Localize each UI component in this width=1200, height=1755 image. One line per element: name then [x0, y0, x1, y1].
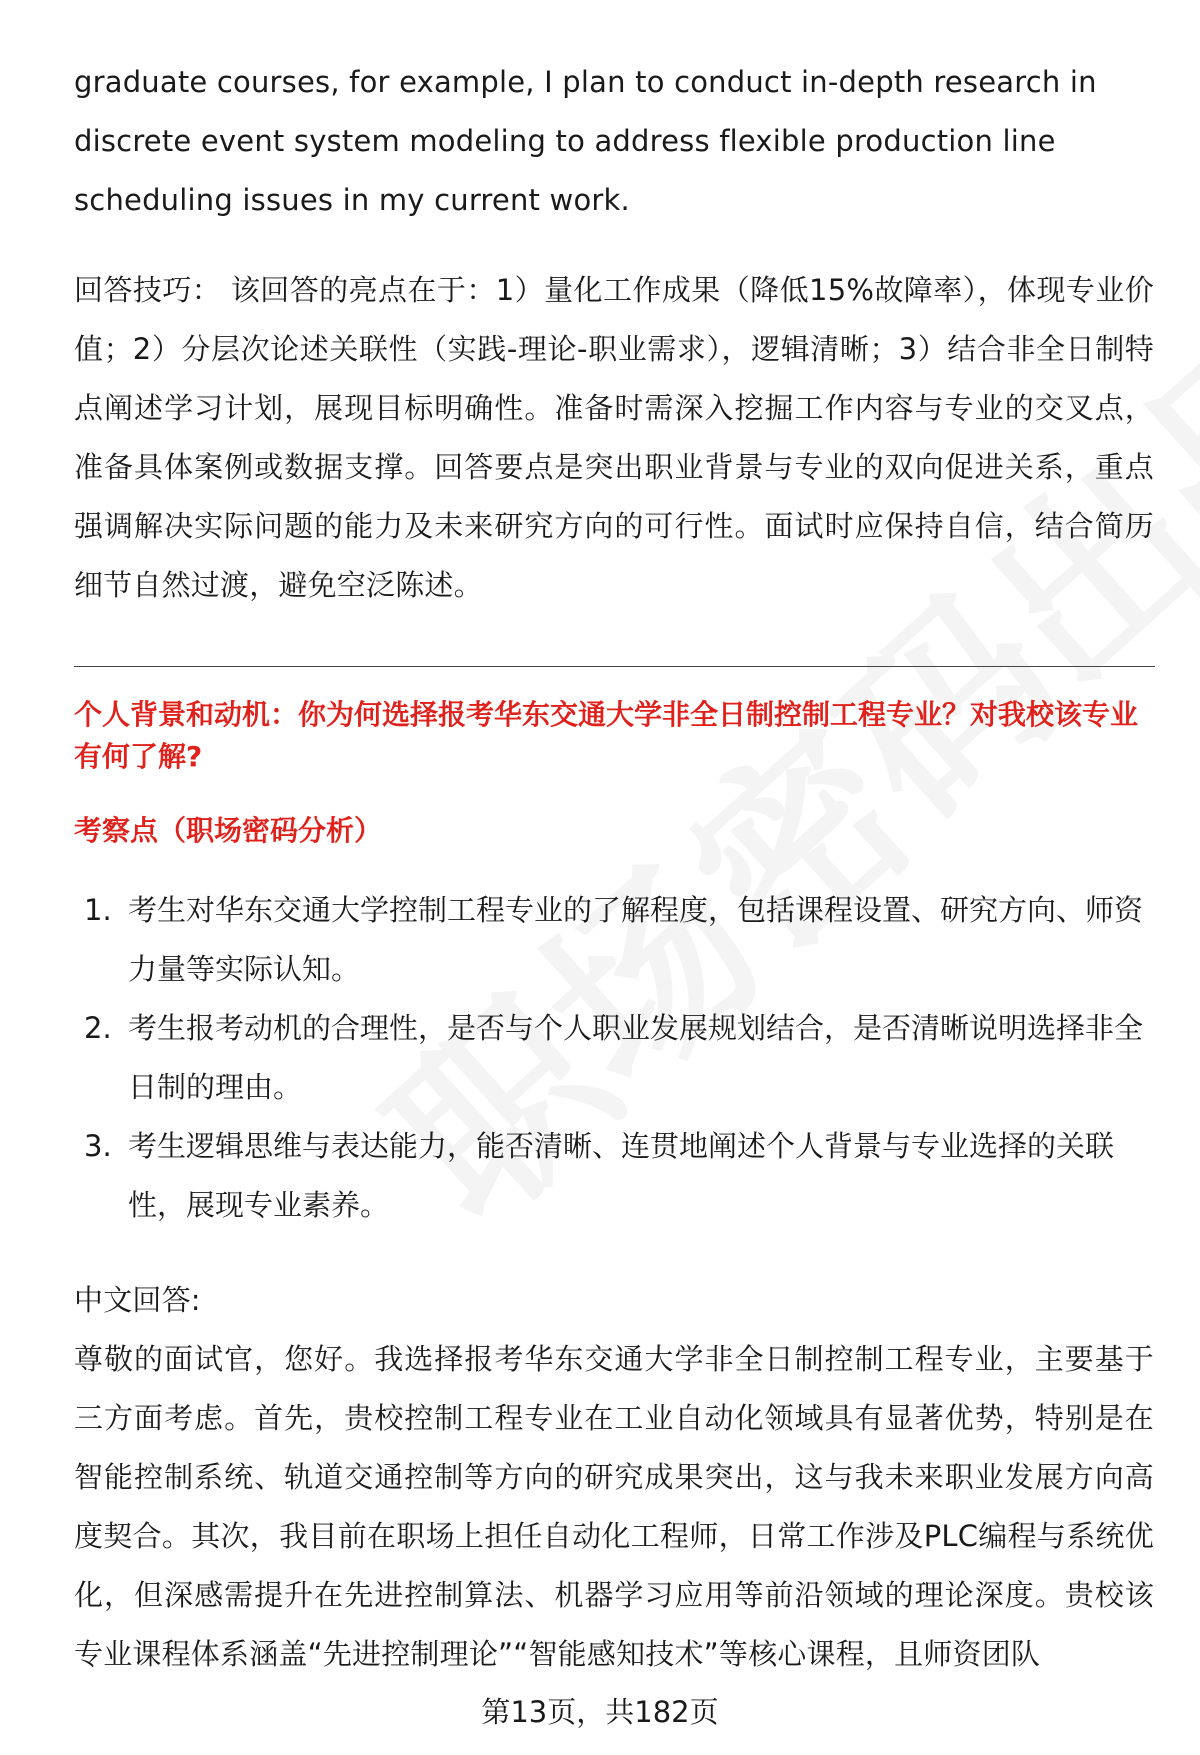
list-item: [74, 1117, 1154, 1235]
chinese-answer-paragraph: 尊敬的面试官，您好。我选择报考华东交通大学非全日制控制工程专业，主要基于三方面考虑。首先，贵校控制工程专业在工业自动化领域具有显著优势，特别是在智能控制系统、轨道交通控制等方向的研究成果突出，这与我未来职业发展方向高度契合。其次，我目前在职场上担任自动化工程师，日常工作涉及PLC编程与系统优化，但深感需提升在先进控制算法、机器学习应用等前沿领域的理论深度。贵校该专业课程体系涵盖“先进控制理论”“智能感知技术”等核心课程，且师资团队: [74, 1342, 1154, 1671]
list-number: 2.: [84, 1011, 112, 1045]
list-number: 1.: [84, 893, 112, 927]
assessment-points-list: [74, 881, 1154, 1235]
english-paragraph: graduate courses, for example, I plan to conduct in-depth research in discrete event system modeling to address flexible production line scheduling issues in my current work.: [74, 65, 1097, 217]
section-divider: [74, 666, 1155, 667]
list-item: [74, 881, 1154, 999]
list-item-text: 考生对华东交通大学控制工程专业的了解程度，包括课程设置、研究方向、师资力量等实际认知。: [128, 893, 1144, 986]
assessment-points-heading: 考察点（职场密码分析）: [74, 814, 383, 847]
list-item: [74, 999, 1154, 1117]
answer-tips-paragraph: 回答技巧： 该回答的亮点在于：1）量化工作成果（降低15%故障率），体现专业价值；2）分层次论述关联性（实践-理论-职业需求），逻辑清晰；3）结合非全日制特点阐述学习计划，展现目标明确性。准备时需深入挖掘工作内容与专业的交叉点，准备具体案例或数据支撑。回答要点是突出职业背景与专业的双向促进关系，重点强调解决实际问题的能力及未来研究方向的可行性。面试时应保持自信，结合简历细节自然过渡，避免空泛陈述。: [74, 273, 1154, 602]
list-item-text: 考生逻辑思维与表达能力，能否清晰、连贯地阐述个人背景与专业选择的关联性，展现专业素养。: [128, 1129, 1115, 1222]
page-number-footer: 第13页，共182页: [481, 1695, 719, 1729]
list-number: 3.: [84, 1129, 112, 1163]
question-heading: 个人背景和动机：你为何选择报考华东交通大学非全日制控制工程专业？对我校该专业有何了解?: [74, 698, 1139, 773]
list-item-text: 考生报考动机的合理性，是否与个人职业发展规划结合，是否清晰说明选择非全日制的理由。: [128, 1011, 1144, 1104]
chinese-answer-label: 中文回答:: [74, 1283, 201, 1317]
